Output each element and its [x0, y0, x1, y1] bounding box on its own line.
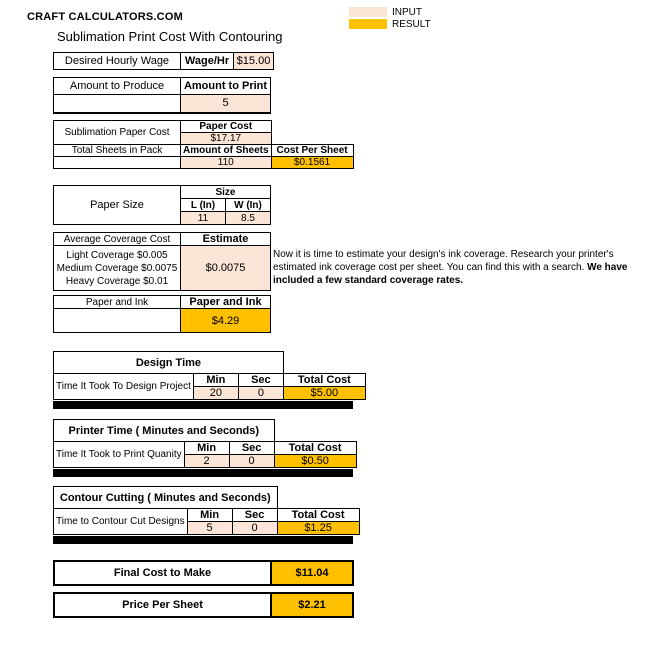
design-total-result: $5.00 [283, 387, 365, 400]
coverage-rate-medium: Medium Coverage $0.0075 [56, 262, 178, 274]
contour-total-result: $1.25 [277, 522, 359, 535]
cost-per-sheet-header: Cost Per Sheet [271, 145, 353, 157]
coverage-rates [54, 246, 181, 291]
paper-cost-input[interactable]: $17.17 [181, 133, 272, 145]
spacer-cell [271, 133, 353, 145]
result-legend-label: RESULT [392, 19, 431, 30]
produce-empty-cell [54, 95, 181, 113]
paper-and-ink-table [53, 295, 271, 333]
printer-time-title: Printer Time ( Minutes and Seconds) [54, 420, 275, 442]
coverage-rate-heavy: Heavy Coverage $0.01 [65, 275, 169, 287]
printer-total-header: Total Cost [274, 442, 356, 455]
cost-per-sheet-result: $0.1561 [271, 157, 353, 169]
printer-sec-header: Sec [229, 442, 274, 455]
sheets-input[interactable]: 110 [181, 157, 272, 169]
size-header: Size [181, 186, 271, 199]
printer-min-header: Min [184, 442, 229, 455]
spacer-cell [283, 352, 365, 374]
design-total-header: Total Cost [283, 374, 365, 387]
produce-label: Amount to Produce [54, 78, 181, 95]
paper-cost-label: Sublimation Paper Cost [54, 121, 181, 145]
contour-min-input[interactable]: 5 [187, 522, 232, 535]
contour-total-header: Total Cost [277, 509, 359, 522]
design-min-header: Min [193, 374, 238, 387]
coverage-table [53, 232, 271, 291]
width-input[interactable]: 8.5 [226, 212, 271, 225]
contour-section-divider [53, 536, 353, 544]
design-time-table [53, 351, 366, 400]
wage-input-cell[interactable]: $15.00 [234, 53, 274, 70]
design-section-divider [53, 401, 353, 409]
paper-ink-empty-cell [54, 309, 181, 333]
spacer-cell [274, 420, 356, 442]
amount-to-produce-table [53, 77, 271, 114]
contour-row-label: Time to Contour Cut Designs [54, 509, 188, 535]
contour-sec-header: Sec [232, 509, 277, 522]
contour-cutting-title: Contour Cutting ( Minutes and Seconds) [54, 487, 278, 509]
sheets-header: Amount of Sheets [181, 145, 272, 157]
paper-size-table [53, 185, 271, 225]
produce-header: Amount to Print [181, 78, 271, 95]
spacer-cell [277, 487, 359, 509]
price-per-sheet-result: $2.21 [271, 593, 353, 617]
sheets-empty-cell [54, 157, 181, 169]
wage-label: Desired Hourly Wage [54, 53, 181, 70]
width-header: W (In) [226, 199, 271, 212]
final-cost-label: Final Cost to Make [54, 561, 271, 585]
paper-ink-label: Paper and Ink [54, 296, 181, 309]
price-per-sheet-table [53, 592, 354, 618]
design-time-title: Design Time [54, 352, 284, 374]
printer-time-table [53, 419, 357, 468]
sheets-label: Total Sheets in Pack [54, 145, 181, 157]
coverage-estimate-input[interactable]: $0.0075 [181, 246, 271, 291]
printer-section-divider [53, 469, 353, 477]
coverage-note-regular: Now it is time to estimate your design's ink coverage. Research your printer's estimated ink coverage cost per sheet. You can find this with a search. [273, 249, 614, 273]
design-sec-header: Sec [238, 374, 283, 387]
coverage-note [273, 248, 658, 287]
result-legend-swatch [349, 19, 387, 29]
contour-min-header: Min [187, 509, 232, 522]
paper-cost-table [53, 120, 354, 169]
paper-ink-result: $4.29 [181, 309, 271, 333]
paper-ink-header: Paper and Ink [181, 296, 271, 309]
length-input[interactable]: 11 [181, 212, 226, 225]
design-min-input[interactable]: 20 [193, 387, 238, 400]
paper-size-label: Paper Size [54, 186, 181, 225]
contour-sec-input[interactable]: 0 [232, 522, 277, 535]
wage-table [53, 52, 274, 70]
printer-sec-input[interactable]: 0 [229, 455, 274, 468]
paper-cost-header: Paper Cost [181, 121, 272, 133]
spacer-cell [271, 121, 353, 133]
final-cost-table [53, 560, 354, 586]
design-sec-input[interactable]: 0 [238, 387, 283, 400]
amount-to-print-input[interactable]: 5 [181, 95, 271, 113]
page-title: Sublimation Print Cost With Contouring [57, 29, 283, 44]
coverage-label: Average Coverage Cost [54, 233, 181, 246]
wage-header: Wage/Hr [181, 53, 234, 70]
price-per-sheet-label: Price Per Sheet [54, 593, 271, 617]
coverage-header: Estimate [181, 233, 271, 246]
printer-min-input[interactable]: 2 [184, 455, 229, 468]
printer-total-result: $0.50 [274, 455, 356, 468]
design-time-row-label: Time It Took To Design Project [54, 374, 194, 400]
final-cost-result: $11.04 [271, 561, 353, 585]
site-title: CRAFT CALCULATORS.COM [27, 11, 183, 23]
coverage-note-bold: We have included a few standard coverage rates. [273, 262, 628, 286]
printer-time-row-label: Time It Took to Print Quanity [54, 442, 185, 468]
coverage-rate-light: Light Coverage $0.005 [66, 249, 168, 261]
length-header: L (In) [181, 199, 226, 212]
input-legend-swatch [349, 7, 387, 17]
contour-cutting-table [53, 486, 360, 535]
input-legend-label: INPUT [392, 7, 422, 18]
